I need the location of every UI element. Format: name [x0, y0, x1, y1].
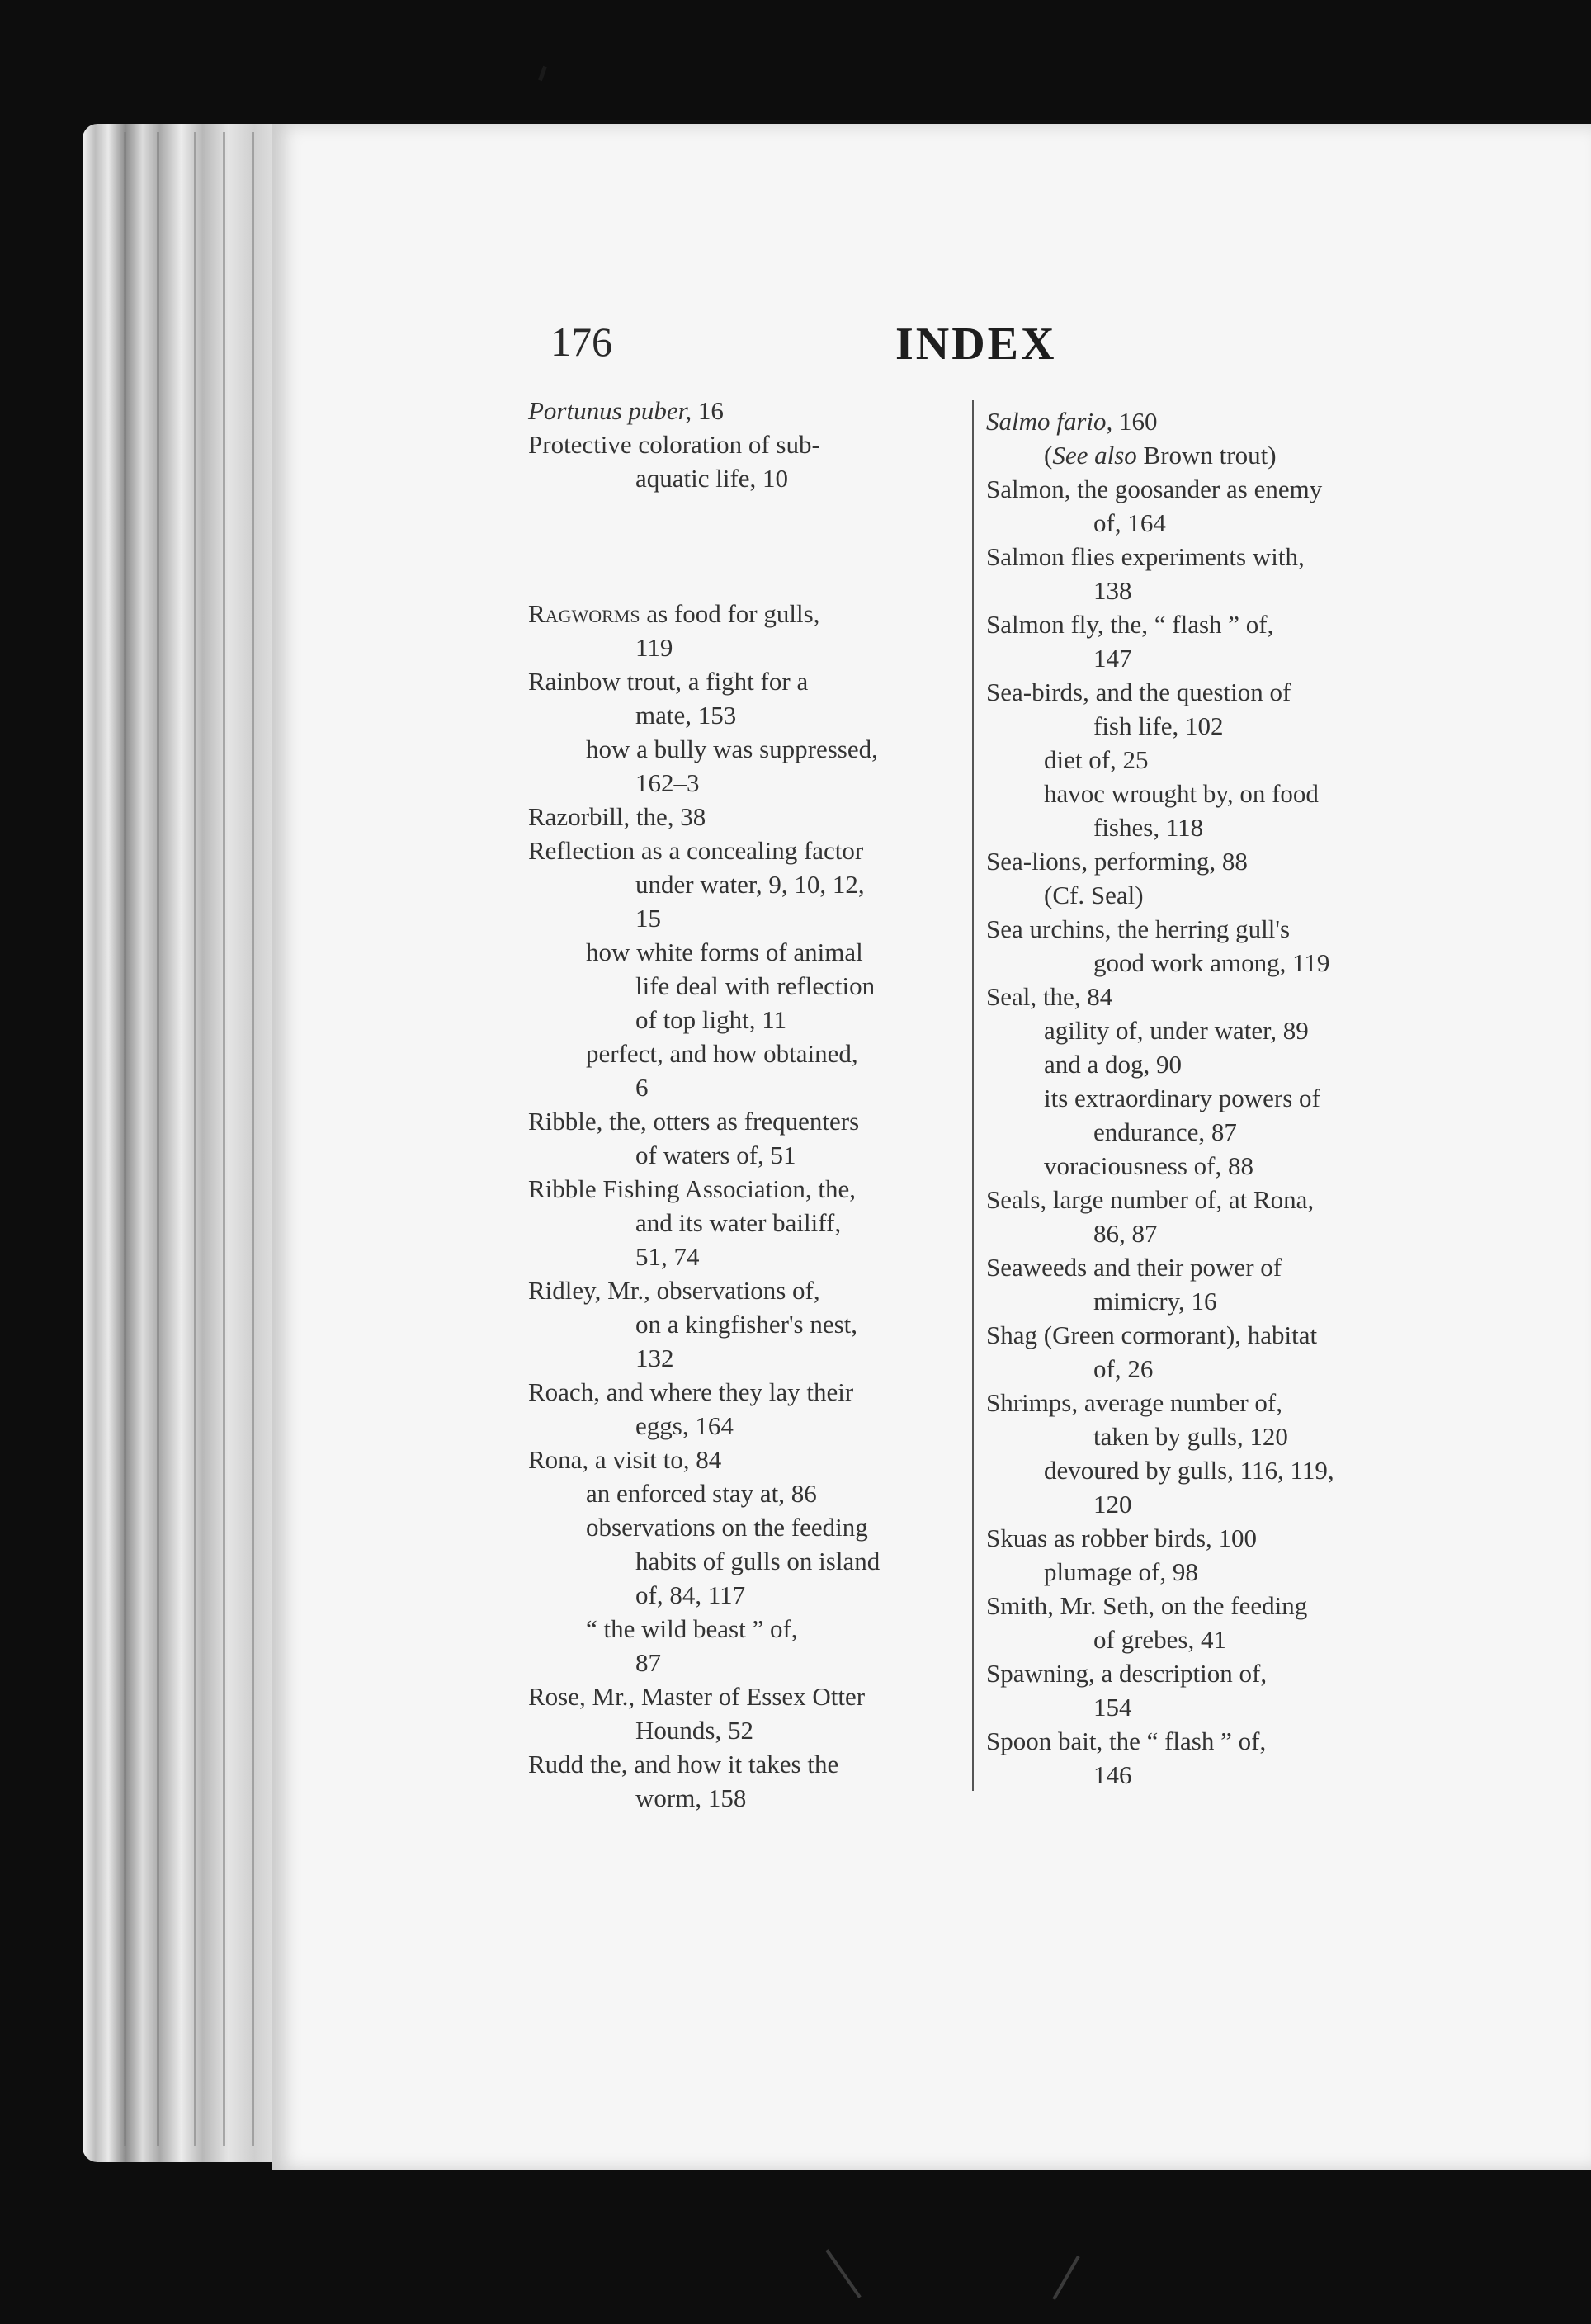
index-entry-protective: [528, 427, 957, 495]
entry-line: its extraordinary powers of: [1044, 1084, 1320, 1112]
entry-line: Rainbow trout, a fight for a: [528, 667, 809, 696]
entry-ref: 160: [1112, 407, 1158, 436]
index-subentry: [528, 732, 957, 800]
entry-line: agility of, under water, 89: [1044, 1016, 1309, 1045]
entry-line: of waters of, 51: [635, 1141, 796, 1169]
entry-line: diet of, 25: [1044, 745, 1149, 774]
entry-line: Salmon fly, the, “ flash ” of,: [986, 610, 1274, 639]
scan-artifact-mark: [825, 2249, 861, 2298]
index-subentry: [528, 1037, 957, 1104]
page-edge-line: [223, 132, 225, 2146]
index-column-right: [986, 404, 1419, 1792]
entry-line: of, 164: [1093, 508, 1166, 537]
entry-line: observations on the feeding: [586, 1513, 868, 1542]
entry-line: Salmon, the goosander as enemy: [986, 475, 1323, 503]
see-also-open: (: [1044, 441, 1053, 470]
entry-line: Razorbill, the, 38: [528, 802, 706, 831]
entry-line: mate, 153: [635, 701, 737, 730]
page-number: 176: [550, 319, 612, 365]
index-entry-rainbow-trout: [528, 664, 957, 732]
entry-line: 119: [635, 633, 673, 662]
entry-line: on a kingfisher's nest,: [635, 1310, 858, 1339]
index-entry-spawning: [986, 1656, 1419, 1724]
entry-line: endurance, 87: [1093, 1117, 1237, 1146]
entry-line: of top light, 11: [635, 1005, 787, 1034]
entry-line: life deal with reflection: [635, 971, 876, 1000]
scan-artifact-mark: [1052, 2256, 1079, 2300]
entry-line: Seaweeds and their power of: [986, 1253, 1282, 1282]
entry-line: devoured by gulls, 116, 119,: [1044, 1456, 1334, 1485]
book-page-edges: [83, 124, 297, 2162]
entry-line: Reflection as a concealing factor: [528, 836, 864, 865]
index-subentry: [528, 1476, 957, 1510]
entry-line: 162–3: [635, 768, 700, 797]
index-subentry: [986, 1149, 1419, 1183]
entry-line: 146: [1093, 1760, 1132, 1789]
entry-line: Smith, Mr. Seth, on the feeding: [986, 1591, 1308, 1620]
index-entry-shag: [986, 1318, 1419, 1386]
index-subentry: [986, 1081, 1419, 1149]
entry-line: fishes, 118: [1093, 813, 1204, 842]
page-edge-line: [157, 132, 159, 2146]
entry-head: Ragworms: [528, 599, 640, 628]
index-subentry: [986, 1047, 1419, 1081]
entry-line: 132: [635, 1344, 674, 1372]
entry-line: Shag (Green cormorant), habitat: [986, 1320, 1318, 1349]
index-entry-smith: [986, 1589, 1419, 1656]
index-cross-reference: [986, 878, 1419, 912]
index-column-left: [528, 394, 957, 1815]
index-entry-razorbill: [528, 800, 957, 834]
entry-line: Shrimps, average number of,: [986, 1388, 1282, 1417]
entry-line: 138: [1093, 576, 1132, 605]
index-subentry: [986, 1555, 1419, 1589]
index-entry-salmo-fario: [986, 404, 1419, 438]
index-entry-seaweeds: [986, 1250, 1419, 1318]
index-entry-seal: [986, 980, 1419, 1013]
entry-line: 6: [635, 1073, 649, 1102]
page-title: INDEX: [895, 319, 1057, 370]
index-entry-ragworms: [528, 597, 957, 664]
page-edge-line: [252, 132, 254, 2146]
index-entry-ribble-fishing: [528, 1172, 957, 1273]
page-edge-line: [124, 132, 126, 2146]
index-entry-rona: [528, 1443, 957, 1476]
index-entry-spoon-bait: [986, 1724, 1419, 1792]
entry-line: 86, 87: [1093, 1219, 1158, 1248]
index-subentry: [528, 935, 957, 1037]
index-subentry: [528, 1612, 957, 1679]
see-also-label: See also: [1052, 441, 1137, 470]
index-entry-sea-lions: [986, 844, 1419, 878]
index-entry-skuas: [986, 1521, 1419, 1555]
entry-line: of, 84, 117: [635, 1580, 746, 1609]
entry-line: Skuas as robber birds, 100: [986, 1523, 1258, 1552]
entry-line: how a bully was suppressed,: [586, 735, 878, 763]
entry-line: aquatic life, 10: [635, 464, 789, 493]
entry-line: voraciousness of, 88: [1044, 1151, 1253, 1180]
entry-line: Sea urchins, the herring gull's: [986, 914, 1291, 943]
letter-section-gap: [528, 495, 957, 597]
entry-line: Salmon flies experiments with,: [986, 542, 1305, 571]
index-subentry: [986, 743, 1419, 777]
index-entry-roach: [528, 1375, 957, 1443]
entry-line: Ribble Fishing Association, the,: [528, 1174, 856, 1203]
entry-line: 120: [1093, 1490, 1132, 1519]
entry-line: Sea-lions, performing, 88: [986, 847, 1248, 876]
entry-line: eggs, 164: [635, 1411, 734, 1440]
entry-line: Spawning, a description of,: [986, 1659, 1268, 1688]
see-also-target: Brown trout): [1136, 441, 1277, 470]
entry-line: and a dog, 90: [1044, 1050, 1183, 1079]
entry-line: Rose, Mr., Master of Essex Otter: [528, 1682, 866, 1711]
index-subentry: [528, 1510, 957, 1612]
index-entry-salmon-fly: [986, 607, 1419, 675]
entry-line: 51, 74: [635, 1242, 700, 1271]
index-see-also: [986, 438, 1419, 472]
entry-line: Sea-birds, and the question of: [986, 678, 1291, 706]
entry-line: taken by gulls, 120: [1093, 1422, 1288, 1451]
entry-line: mimicry, 16: [1093, 1287, 1217, 1316]
entry-line: plumage of, 98: [1044, 1557, 1198, 1586]
entry-line: fish life, 102: [1093, 711, 1224, 740]
entry-line: Spoon bait, the “ flash ” of,: [986, 1726, 1267, 1755]
entry-line: Rudd the, and how it takes the: [528, 1750, 839, 1778]
entry-text: as food for gulls,: [640, 599, 820, 628]
entry-line: and its water bailiff,: [635, 1208, 842, 1237]
entry-line: perfect, and how obtained,: [586, 1039, 858, 1068]
index-entry-ridley: [528, 1273, 957, 1375]
entry-line: of grebes, 41: [1093, 1625, 1226, 1654]
entry-line: 87: [635, 1648, 661, 1677]
page-edge-line: [194, 132, 196, 2146]
entry-line: 154: [1093, 1693, 1132, 1722]
entry-line: Hounds, 52: [635, 1716, 753, 1745]
entry-line: (Cf. Seal): [1044, 881, 1144, 909]
entry-line: Ribble, the, otters as frequenters: [528, 1107, 860, 1136]
entry-name: Salmo fario,: [986, 407, 1113, 436]
entry-line: Protective coloration of sub-: [528, 430, 820, 459]
index-entry-rudd: [528, 1747, 957, 1815]
entry-line: Ridley, Mr., observations of,: [528, 1276, 820, 1305]
index-entry-ribble: [528, 1104, 957, 1172]
entry-name: Portunus puber,: [528, 396, 692, 425]
entry-line: good work among, 119: [1093, 948, 1330, 977]
column-divider: [972, 400, 974, 1791]
index-subentry: [986, 777, 1419, 844]
index-subentry: [986, 1453, 1419, 1521]
entry-line: havoc wrought by, on food: [1044, 779, 1319, 808]
index-entry-rose: [528, 1679, 957, 1747]
entry-line: Roach, and where they lay their: [528, 1377, 854, 1406]
entry-line: an enforced stay at, 86: [586, 1479, 817, 1508]
entry-line: Seal, the, 84: [986, 982, 1113, 1011]
index-entry-reflection: [528, 834, 957, 935]
index-entry-salmon: [986, 472, 1419, 540]
index-entry-salmon-flies: [986, 540, 1419, 607]
entry-line: Rona, a visit to, 84: [528, 1445, 722, 1474]
entry-line: under water, 9, 10, 12,: [635, 870, 865, 899]
entry-line: habits of gulls on island: [635, 1547, 880, 1575]
entry-line: 15: [635, 904, 661, 933]
entry-line: of, 26: [1093, 1354, 1154, 1383]
index-entry-sea-urchins: [986, 912, 1419, 980]
index-entry-shrimps: [986, 1386, 1419, 1453]
index-subentry: [986, 1013, 1419, 1047]
entry-line: 147: [1093, 644, 1132, 673]
entry-ref: 16: [692, 396, 724, 425]
index-entry-portunus: [528, 394, 957, 427]
entry-line: worm, 158: [635, 1783, 747, 1812]
scan-artifact-mark: [538, 66, 547, 82]
entry-line: “ the wild beast ” of,: [586, 1614, 798, 1643]
index-entry-seals: [986, 1183, 1419, 1250]
index-entry-sea-birds: [986, 675, 1419, 743]
entry-line: how white forms of animal: [586, 938, 863, 966]
entry-line: Seals, large number of, at Rona,: [986, 1185, 1315, 1214]
